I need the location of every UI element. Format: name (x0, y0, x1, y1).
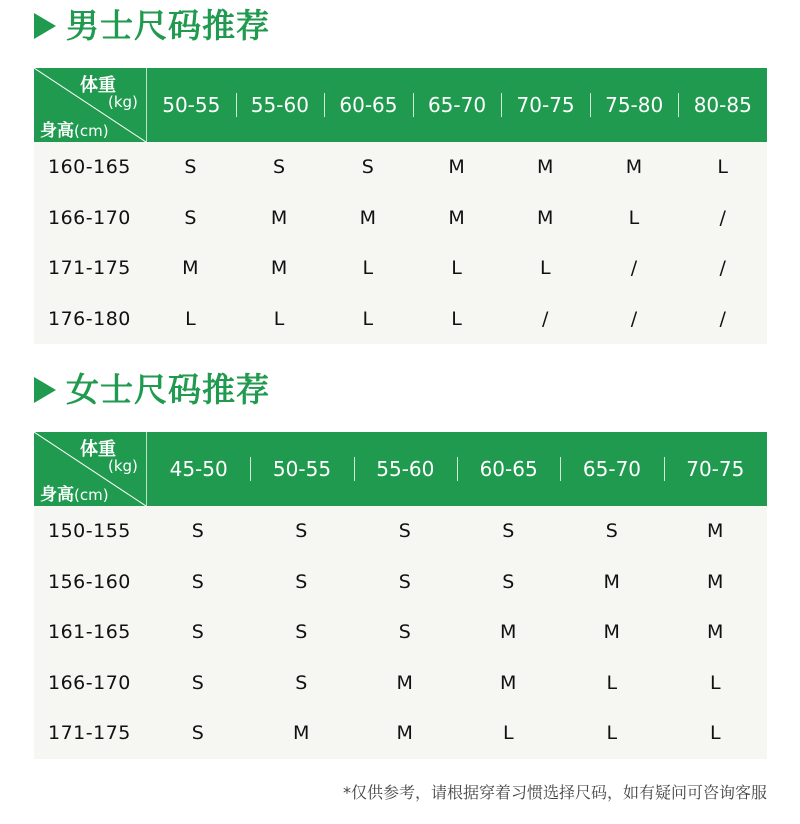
men-section-title (34, 4, 270, 48)
height-range-cell: 166-170 (48, 671, 131, 694)
weight-label: 体重 (80, 439, 116, 460)
men-size-table (34, 68, 767, 344)
size-cell: S (184, 206, 197, 229)
size-cell: M (270, 257, 288, 280)
height-range-cell: 160-165 (48, 156, 131, 179)
men-weight-headers (147, 68, 767, 142)
height-range-cell: 150-155 (48, 520, 131, 543)
weight-header-cell: 65-70 (413, 68, 502, 142)
size-cell: L (502, 722, 514, 745)
table-row (34, 607, 767, 658)
women-section-title (34, 368, 270, 412)
size-cell: M (537, 156, 554, 179)
size-cell: L (185, 307, 196, 330)
height-range-cell: 156-160 (48, 570, 131, 593)
size-cell: M (293, 722, 310, 745)
disclaimer-note: *仅供参考，请根据穿着习惯选择尺码，如有疑问可咨询客服 (342, 783, 767, 802)
size-cell: S (295, 671, 308, 694)
size-cell: M (603, 621, 620, 644)
size-cell: S (295, 520, 308, 543)
weight-header-cell: 70-75 (664, 432, 767, 506)
size-cell: M (707, 520, 724, 543)
women-weight-headers (147, 432, 767, 506)
weight-header-cell: 80-85 (678, 68, 767, 142)
weight-header-cell: 50-55 (250, 432, 353, 506)
weight-header-cell: 75-80 (590, 68, 679, 142)
size-cell: / (630, 307, 638, 330)
size-cell: S (191, 520, 204, 543)
men-corner-cell (34, 68, 147, 142)
size-cell: S (191, 671, 204, 694)
size-cell: L (451, 307, 462, 330)
size-cell: S (398, 621, 411, 644)
size-cell: S (191, 722, 204, 745)
size-cell: M (537, 206, 554, 229)
weight-header-cell: 45-50 (169, 457, 228, 481)
size-cell: L (362, 257, 374, 280)
size-cell: / (542, 307, 549, 330)
women-corner-cell (34, 432, 147, 506)
women-table-header (34, 432, 767, 506)
size-cell: M (625, 156, 643, 179)
size-cell: L (273, 307, 285, 330)
height-unit: (cm) (74, 122, 109, 140)
size-cell: L (709, 722, 721, 745)
table-row (34, 557, 767, 608)
height-label: 身高 (40, 485, 74, 505)
play-triangle-icon (34, 377, 56, 403)
size-cell: S (273, 156, 286, 179)
size-cell: L (628, 206, 640, 229)
table-row (34, 658, 767, 709)
size-cell: M (448, 206, 465, 229)
height-range-cell: 171-175 (48, 257, 131, 280)
table-row (34, 142, 767, 193)
size-cell: M (500, 671, 517, 694)
size-cell: M (707, 570, 724, 593)
size-cell: L (709, 671, 721, 694)
size-cell: M (448, 156, 465, 179)
weight-header-cell: 60-65 (324, 68, 413, 142)
size-cell: S (398, 520, 411, 543)
size-cell: L (606, 722, 618, 745)
height-range-cell: 171-175 (48, 722, 131, 745)
weight-header-cell: 55-60 (354, 432, 457, 506)
size-cell: L (539, 257, 551, 280)
size-cell: / (719, 257, 726, 280)
size-cell: / (630, 257, 638, 280)
play-triangle-icon (34, 13, 56, 39)
size-cell: / (719, 307, 726, 330)
height-range-cell: 176-180 (48, 307, 131, 330)
size-cell: M (396, 722, 413, 745)
size-cell: M (270, 206, 288, 229)
women-size-table (34, 432, 767, 759)
size-cell: M (707, 621, 724, 644)
size-cell: M (182, 257, 199, 280)
weight-header-cell: 65-70 (560, 432, 663, 506)
men-table-body (34, 142, 767, 344)
height-range-cell: 161-165 (48, 621, 131, 644)
women-title-text: 女士尺码推荐 (66, 370, 270, 409)
size-cell: M (359, 206, 376, 229)
size-cell: S (605, 520, 618, 543)
size-cell: L (717, 156, 728, 179)
size-cell: L (451, 257, 462, 280)
size-cell: S (398, 570, 411, 593)
women-table-body (34, 506, 767, 759)
weight-header-cell: 50-55 (162, 93, 221, 117)
weight-header-cell: 70-75 (501, 68, 590, 142)
weight-header-cell: 55-60 (236, 68, 325, 142)
size-cell: L (362, 307, 374, 330)
size-cell: S (502, 570, 515, 593)
size-cell: S (361, 156, 374, 179)
table-row (34, 294, 767, 345)
weight-unit: (kg) (108, 93, 138, 111)
weight-label: 体重 (80, 75, 116, 96)
height-label: 身高 (40, 121, 74, 141)
men-title-text: 男士尺码推荐 (66, 6, 270, 45)
size-cell: M (603, 570, 620, 593)
size-cell: S (502, 520, 515, 543)
weight-header-cell: 60-65 (457, 432, 560, 506)
size-cell: M (396, 671, 413, 694)
table-row (34, 243, 767, 294)
table-row (34, 193, 767, 244)
men-table-header (34, 68, 767, 142)
height-unit: (cm) (74, 486, 109, 504)
size-cell: M (500, 621, 517, 644)
size-cell: S (191, 570, 204, 593)
size-cell: S (295, 570, 308, 593)
height-range-cell: 166-170 (48, 206, 131, 229)
table-row (34, 506, 767, 557)
height-label-group (40, 116, 109, 141)
weight-unit: (kg) (108, 457, 138, 475)
size-cell: L (606, 671, 618, 694)
table-row (34, 708, 767, 759)
size-cell: S (184, 156, 197, 179)
size-cell: S (191, 621, 204, 644)
height-label-group (40, 480, 109, 505)
size-cell: S (295, 621, 308, 644)
size-cell: / (719, 206, 726, 229)
